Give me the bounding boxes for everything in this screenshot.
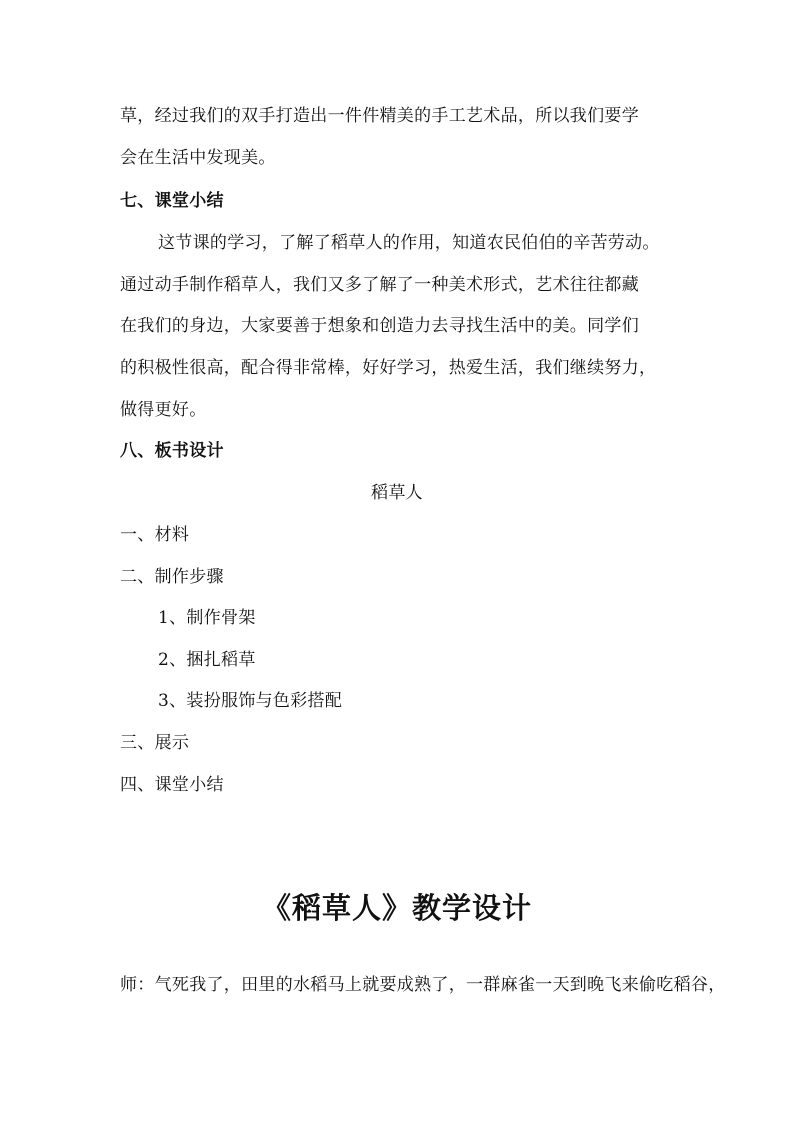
paragraph-line: 的积极性很高，配合得非常棒，好好学习，热爱生活，我们继续努力， xyxy=(120,358,657,378)
paragraph-line: 这节课的学习，了解了稻草人的作用，知道农民伯伯的辛苦劳动。 xyxy=(158,233,660,253)
paragraph-line: 会在生活中发现美。 xyxy=(120,148,276,168)
outline-step: 3、装扮服饰与色彩搭配 xyxy=(158,691,343,711)
paragraph-line: 在我们的身边，大家要善于想象和创造力去寻找生活中的美。同学们 xyxy=(120,316,639,336)
outline-item: 四、课堂小结 xyxy=(120,775,224,795)
paragraph-line: 通过动手制作稻草人，我们又多了解了一种美术形式，艺术往往都藏 xyxy=(120,275,639,295)
paragraph-line: 师：气死我了，田里的水稻马上就要成熟了，一群麻雀一天到晚飞来偷吃稻谷， xyxy=(120,975,726,995)
paragraph-line: 草，经过我们的双手打造出一件件精美的手工艺术品，所以我们要学 xyxy=(120,106,639,126)
outline-item: 一、材料 xyxy=(120,525,190,545)
paragraph-line: 做得更好。 xyxy=(120,400,207,420)
outline-item: 二、制作步骤 xyxy=(120,567,224,587)
page-title: 《稻草人》教学设计 xyxy=(261,891,532,925)
section-heading-board-design: 八、板书设计 xyxy=(120,441,224,461)
outline-step: 1、制作骨架 xyxy=(158,608,256,628)
outline-step: 2、捆扎稻草 xyxy=(158,650,256,670)
board-title: 稻草人 xyxy=(371,483,423,503)
section-heading-summary: 七、课堂小结 xyxy=(120,191,224,211)
outline-item: 三、展示 xyxy=(120,733,190,753)
